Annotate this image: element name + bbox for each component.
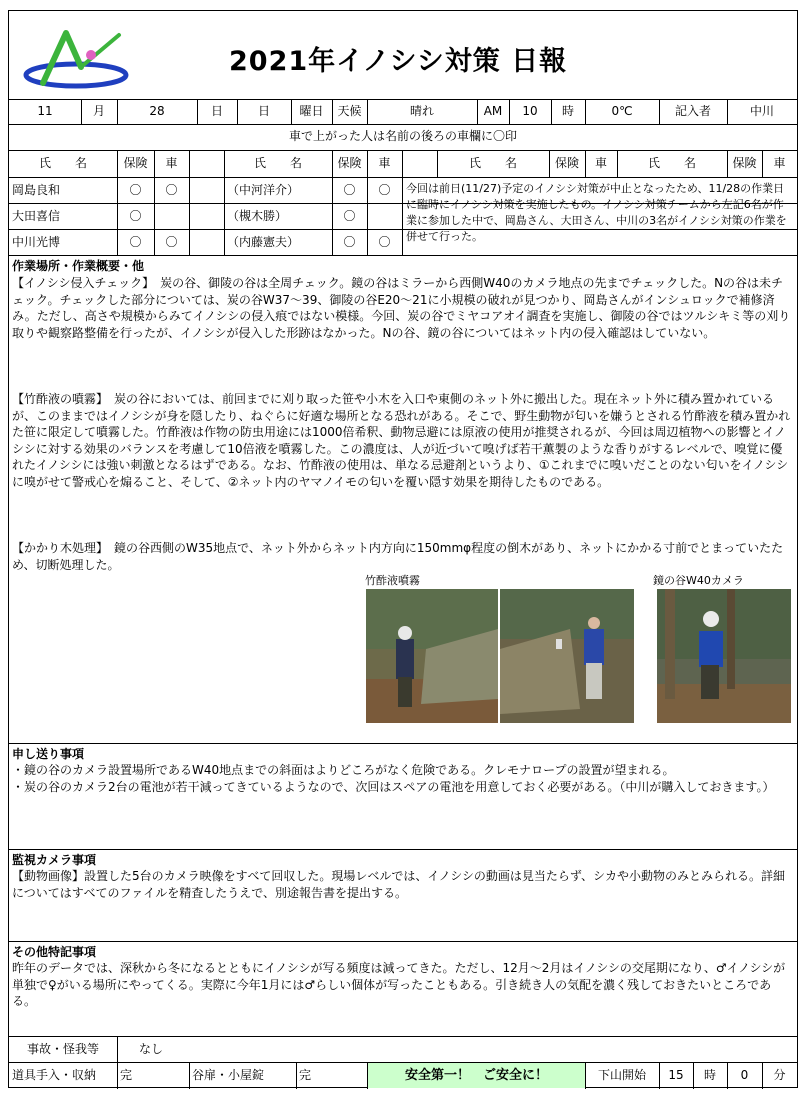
member-name: 岡島良和 <box>12 183 61 197</box>
descent-minute: 0 <box>740 1068 749 1082</box>
work-paragraph-fallen-tree: 【かかり木処理】 鏡の谷西側のW35地点で、ネット外からネット内方向に150mmφ程度の倒木があり、ネットにかかる寸前でとまっていたため、切断処理した。 <box>12 541 784 572</box>
member-car: 〇 <box>378 183 391 197</box>
gate-lock-label: 谷扉・小屋錠 <box>192 1068 265 1082</box>
photo-camera-w40 <box>657 589 791 723</box>
car-note: 車で上がった人は名前の後ろの車欄に〇印 <box>288 129 517 143</box>
member-name: （中河洋介） <box>227 183 300 197</box>
member-name: （槻木勝） <box>227 209 288 223</box>
member-car: 〇 <box>378 235 391 249</box>
photo-caption-spraying: 竹酢液噴霧 <box>365 574 420 587</box>
gate-lock-value: 完 <box>299 1068 312 1082</box>
tools-label: 道具手入・収納 <box>12 1068 97 1082</box>
camera-heading: 監視カメラ事項 <box>12 853 97 867</box>
tools-value: 完 <box>120 1068 133 1082</box>
handover-item-rope: ・鏡の谷のカメラ設置場所であるW40地点までの斜面はよりどころがなく危険である。クレモナロープの設置が望まれる。 <box>12 763 675 777</box>
month-value: 11 <box>37 104 53 118</box>
work-paragraph-wood-vinegar: 【竹酢液の噴霧】 炭の谷においては、前回までに刈り取った笹や小木を入口や東側のネット外に搬出した。現在ネット外に積み置かれているが、このままではイノシシが身を隠したり、ねぐらに好適な場所となる恐れがある。そこで、野生動物が匂いを嫌うとされる竹酢液を積み置かれた笹に限定して噴霧した。竹酢液は作物の防虫用途には1000倍希釈、動物忌避には原液の使用が推奨されるが、今回は周辺植物への影響とイノシシに対する効果のバランスを考慮して10倍液を噴霧した。この濃度は、人が近づいて嗅げば若干薫製のような香りがするレベルで、嗅覚に優れたイノシシには強い刺激となるはずである。なお、竹酢液の使用は、単なる忌避剤というより、①これまでに嗅いだことのない匂いをイノシシに嗅がせて警戒心を煽ること、そして、②ネット内のヤマノイモの匂いを覆い隠す効果を期待したものである。 <box>12 392 791 489</box>
member-name: 中川光博 <box>12 235 61 249</box>
weekday-label: 曜日 <box>299 104 324 118</box>
header-insurance-3: 保険 <box>554 156 579 170</box>
photo-spraying-1 <box>366 589 498 723</box>
member-car: 〇 <box>165 235 178 249</box>
descent-hour: 15 <box>668 1068 684 1082</box>
header-insurance-1: 保険 <box>123 156 148 170</box>
month-label: 月 <box>92 104 105 118</box>
temperature-value: 0℃ <box>611 104 633 118</box>
member-car: 〇 <box>165 183 178 197</box>
header-name-3: 氏 名 <box>468 156 517 170</box>
photo-caption-camera: 鏡の谷W40カメラ <box>653 574 744 587</box>
work-paragraph-intrusion-check: 【イノシシ侵入チェック】 炭の谷、御陵の谷は全周チェック。鏡の谷はミラーから西側W40のカメラ地点の先までチェックした。Nの谷は未チェック。チェックした部分については、炭の谷W37～39、御陵の谷E20～21に小規模の破れが見つかり、岡島さんがインシュロックで補修済み。ただし、高さや規模からみてイノシシの侵入痕ではない模様。今回、炭の谷でミヤコアオイ調査を実施し、御陵の谷ではツルシキミ等の刈り取りや観察路整備を行ったが、イノシシが侵入した形跡はなかった。Nの谷、鏡の谷についてはネット内の侵入確認はしていない。 <box>12 276 791 340</box>
weather-value: 晴れ <box>409 104 434 118</box>
header-name-2: 氏 名 <box>253 156 302 170</box>
header-insurance-2: 保険 <box>337 156 362 170</box>
page-title: 2021年イノシシ対策 日報 <box>229 46 568 77</box>
member-insurance: 〇 <box>343 183 356 197</box>
accident-label: 事故・怪我等 <box>26 1042 99 1056</box>
member-insurance: 〇 <box>129 183 142 197</box>
handover-heading: 申し送り事項 <box>12 747 85 761</box>
weather-label: 天候 <box>337 104 362 118</box>
other-heading: その他特記事項 <box>12 945 97 959</box>
member-insurance: 〇 <box>129 209 142 223</box>
weekday-value: 日 <box>257 104 270 118</box>
recorder-label: 記入者 <box>674 104 711 118</box>
handover-item-battery: ・炭の谷のカメラ2台の電池が若干減ってきているようなので、次回はスペアの電池を用意しておく必要がある。（中川が購入しておきます。） <box>12 780 775 794</box>
day-value: 28 <box>149 104 165 118</box>
other-text: 昨年のデータでは、深秋から冬になるとともにイノシシが写る頻度は減ってきた。ただし、12月～2月はイノシシの交尾期になり、♂イノシシが単独で♀がいる場所にやってくる。実際に今年1月には♂らしい個体が写ったこともある。引き続き人の気配を濃く残しておきたいところである。 <box>12 961 786 1009</box>
header-name-4: 氏 名 <box>647 156 696 170</box>
recorder-value: 中川 <box>749 104 774 118</box>
photo-spraying-2 <box>500 589 634 723</box>
attendance-note: 今回は前日(11/27)予定のイノシシ対策が中止となったため、11/28の作業日に臨時にイノシシ対策を実施したもの。イノシシ対策チームから左記6名が作業に参加した中で、岡島さん、大田さん、中川の3名がイノシシ対策の作業を併せて行った。 <box>406 182 787 243</box>
work-heading: 作業場所・作業概要・他 <box>12 259 145 273</box>
descent-hour-label: 時 <box>703 1068 716 1082</box>
descent-minute-label: 分 <box>773 1068 786 1082</box>
safety-message: 安全第一！ ご安全に！ <box>368 1063 585 1088</box>
accident-value: なし <box>139 1042 164 1056</box>
member-name: 大田喜信 <box>12 209 61 223</box>
header-car-3: 車 <box>594 156 607 170</box>
member-insurance: 〇 <box>343 209 356 223</box>
hour-value: 10 <box>522 104 538 118</box>
member-name: （内藤憲夫） <box>227 235 300 249</box>
logo <box>21 25 131 97</box>
ampm-value: AM <box>483 104 503 118</box>
header-insurance-4: 保険 <box>732 156 757 170</box>
header-car-2: 車 <box>378 156 391 170</box>
member-insurance: 〇 <box>129 235 142 249</box>
day-label: 日 <box>210 104 223 118</box>
descent-label: 下山開始 <box>597 1068 646 1082</box>
header-car-1: 車 <box>165 156 178 170</box>
hour-label: 時 <box>561 104 574 118</box>
header-car-4: 車 <box>773 156 786 170</box>
member-insurance: 〇 <box>343 235 356 249</box>
camera-text: 【動物画像】設置した5台のカメラ映像をすべて回収した。現場レベルでは、イノシシの動画は見当たらず、シカや小動物のみとみられる。詳細についてはすべてのファイルを精査したうえで、別途報告書を提出する。 <box>12 869 785 900</box>
header-name-1: 氏 名 <box>38 156 87 170</box>
daily-report-sheet <box>8 10 798 1088</box>
